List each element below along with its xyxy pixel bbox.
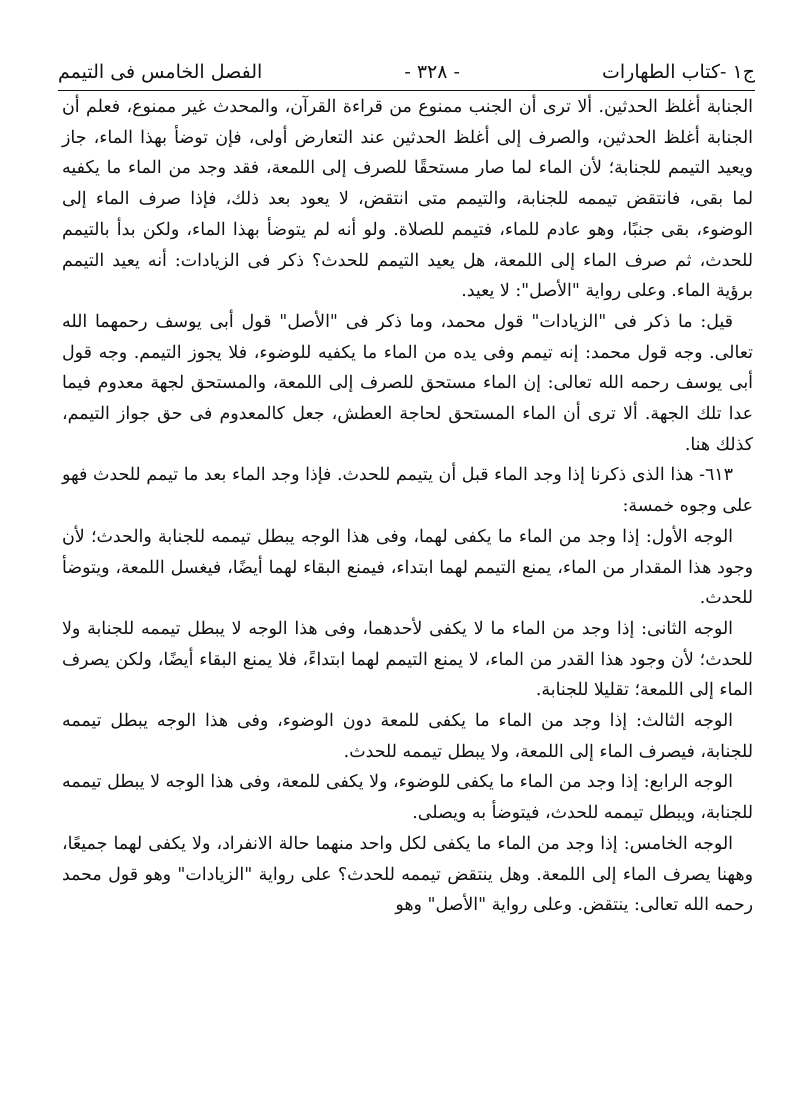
running-header	[58, 56, 755, 88]
paragraph-first-case: الوجه الأول: إذا وجد من الماء ما يكفى لهما، وفى هذا الوجه يبطل تيممه للجنابة والحدث؛ لأن وجود هذا المقدار من الماء، يمنع التيمم لهما ابتداء، فيمنع البقاء لهما أيضًا، فيغسل اللمعة، ويتوضأ للحدث.	[62, 526, 753, 609]
page-body	[62, 92, 753, 921]
paragraph-613: ٦١٣- هذا الذى ذكرنا إذا وجد الماء قبل أن يتيمم للحدث. فإذا وجد الماء بعد ما تيمم للحدث فهو على وجوه خمسة:	[62, 465, 753, 517]
paragraph-fourth-case: الوجه الرابع: إذا وجد من الماء ما يكفى للوضوء، ولا يكفى للمعة، وفى هذا الوجه لا يبطل تيممه للجنابة، ويبطل تيممه للحدث، فيتوضأ به ويصلى.	[62, 772, 753, 824]
header-divider	[58, 90, 755, 91]
paragraph-qila: قيل: ما ذكر فى "الزيادات" قول محمد، وما ذكر فى "الأصل" قول أبى يوسف رحمهما الله تعالى. وجه قول محمد: إنه تيمم وفى يده من الماء ما يكفيه للوضوء، فلا يجوز التيمم. وجه قول أبى يوسف رحمه الله تعالى: إن الماء مستحق للصرف إلى اللمعة، والمستحق لجهة معدوم فيما عدا تلك الجهة. ألا ترى أن الماء المستحق لحاجة العطش، جعل كالمعدوم فى حق جواز التيمم، كذلك هنا.	[62, 311, 753, 455]
paragraph-third-case: الوجه الثالث: إذا وجد من الماء ما يكفى للمعة دون الوضوء، وفى هذا الوجه يبطل تيممه للجنابة، فيصرف الماء إلى اللمعة، ولا يبطل تيممه للحدث.	[62, 711, 753, 762]
paragraph-continuation: الجنابة أغلظ الحدثين. ألا ترى أن الجنب ممنوع من قراءة القرآن، والمحدث غير ممنوع، فعلم أن الجنابة أغلظ الحدثين، والصرف إلى أغلظ الحدثين عند التعارض أولى، فإن توضأ بهذا الماء، جاز ويعيد التيمم للجنابة؛ لأن الماء لما صار مستحقًا للصرف إلى اللمعة، فقد وجد من الماء ما يكفيه لما بقى، فانتقض تيممه للجنابة، والتيمم متى انتقض، لا يعود بعد ذلك، فإذا صرف الماء إلى الوضوء، بقى جنبًا، وهو عادم للماء، فتيمم للصلاة. ولو أنه لم يتوضأ بهذا الماء، ولكن بدأ بالتيمم للحدث، ثم صرف الماء إلى اللمعة، هل يعيد التيمم للحدث؟ ذكر فى الزيادات: أنه يعيد التيمم برؤية الماء. وعلى رواية "الأصل": لا يعيد.	[62, 97, 753, 302]
header-volume-title: ج١ -كتاب الطهارات	[602, 61, 755, 83]
header-chapter-title: الفصل الخامس فى التيمم	[58, 61, 263, 83]
paragraph-second-case: الوجه الثانى: إذا وجد من الماء ما لا يكفى لأحدهما، وفى هذا الوجه لا يبطل تيممه للجنابة ولا للحدث؛ لأن وجود هذا القدر من الماء، لا يمنع التيمم لهما ابتداءً، فلا يمنع البقاء أيضًا، ولكن يصرف الماء إلى اللمعة؛ تقليلا للجنابة.	[62, 618, 753, 701]
page-number: - ٣٢٨ -	[404, 61, 460, 83]
paragraph-fifth-case: الوجه الخامس: إذا وجد من الماء ما يكفى لكل واحد منهما حالة الانفراد، ولا يكفى لهما جميعًا، وههنا يصرف الماء إلى اللمعة. وهل ينتقض تيممه للحدث؟ على رواية "الزيادات" وهو قول محمد رحمه الله تعالى: ينتقض. وعلى رواية "الأصل" وهو	[62, 833, 753, 916]
